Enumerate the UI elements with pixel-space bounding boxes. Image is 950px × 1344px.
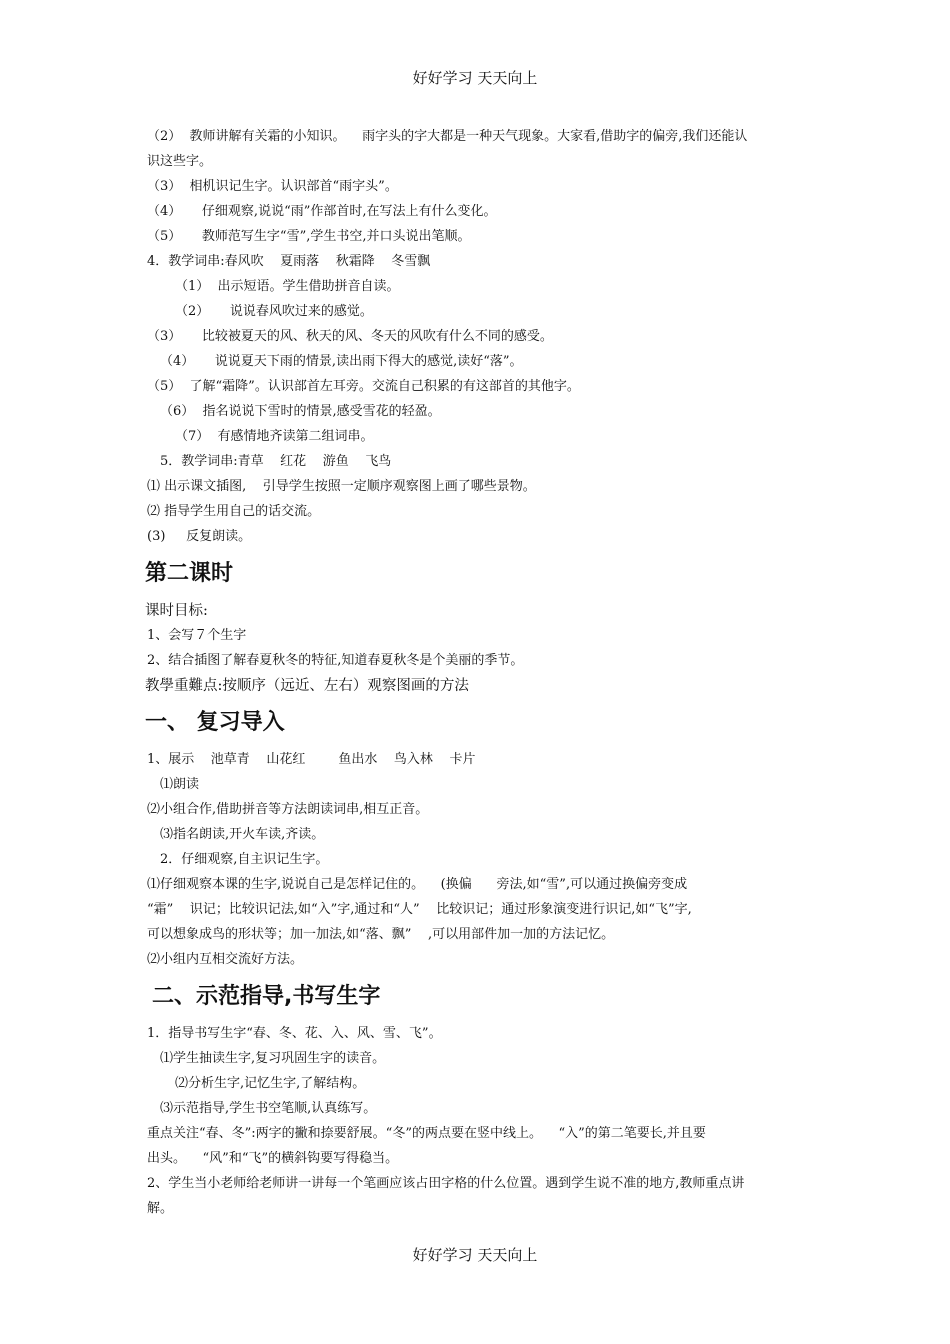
text-line: 4．教学词串:春风吹 夏雨落 秋霜降 冬雪飘 xyxy=(147,254,431,269)
text-line: 课时目标: xyxy=(145,603,208,619)
text-line: ⑴仔细观察本课的生字,说说自己是怎样记住的。 (换偏 旁法,如“雪”,可以通过换偏旁变成 xyxy=(147,877,688,892)
text-line: ⑵分析生字,记忆生字,了解结构。 xyxy=(175,1076,366,1091)
section-heading: 二、示范指导,书写生字 xyxy=(152,984,381,1009)
text-line: 1．指导书写生字“春、冬、花、入、风、雪、飞”。 xyxy=(147,1026,442,1041)
text-line: 识这些字。 xyxy=(147,154,213,169)
text-line: （7） 有感情地齐读第二组词串。 xyxy=(175,429,374,444)
text-line: （6） 指名说说下雪时的情景,感受雪花的轻盈。 xyxy=(160,404,441,419)
text-line: 5．教学词串:青草 红花 游鱼 飞鸟 xyxy=(160,454,392,469)
text-line: 重点关注“春、冬”:两字的撇和捺要舒展。“冬”的两点要在竖中线上。 “入”的第二笔要长,并且要 xyxy=(147,1126,706,1141)
text-line: （5） 教师范写生字“雪”,学生书空,并口头说出笔顺。 xyxy=(147,229,471,244)
text-line: 2、学生当小老师给老师讲一讲每一个笔画应该占田字格的什么位置。遇到学生说不准的地方,教师重点讲 xyxy=(147,1176,745,1191)
text-line: （1） 出示短语。学生借助拼音自读。 xyxy=(175,279,400,294)
text-line: ⑴朗读 xyxy=(160,777,200,792)
text-line: （3） 比较被夏天的风、秋天的风、冬天的风吹有什么不同的感受。 xyxy=(147,329,553,344)
text-line: ⑴学生抽读生字,复习巩固生字的读音。 xyxy=(160,1051,386,1066)
text-line: （2） 说说春风吹过来的感觉。 xyxy=(175,304,373,319)
text-line: “霜” 识记；比较识记法,如“入”字,通过和“人” 比较识记；通过形象演变进行识记,如“飞”字, xyxy=(147,902,692,917)
text-line: 2、结合插图了解春夏秋冬的特征,知道春夏秋冬是个美丽的季节。 xyxy=(147,653,524,668)
section-heading: 第二课时 xyxy=(145,561,234,586)
text-line: 出头。 “风”和“飞”的横斜钩要写得稳当。 xyxy=(147,1151,399,1166)
text-line: ⑵小组内互相交流好方法。 xyxy=(147,952,304,967)
text-line: ⑵小组合作,借助拼音等方法朗读词串,相互正音。 xyxy=(147,802,429,817)
text-line: 1、会写７个生字 xyxy=(147,628,247,643)
text-line: （3） 相机识记生字。认识部首“雨字头”。 xyxy=(147,179,398,194)
text-line: （4） 说说夏天下雨的情景,读出雨下得大的感觉,读好“落”。 xyxy=(160,354,523,369)
text-line: (3) 反复朗读。 xyxy=(147,529,252,544)
text-line: 2．仔细观察,自主识记生字。 xyxy=(160,852,329,867)
text-line: ⑴ 出示课文插图, 引导学生按照一定顺序观察图上画了哪些景物。 xyxy=(147,479,536,494)
page-header: 好好学习 天天向上 xyxy=(412,69,538,87)
text-line: 可以想象成鸟的形状等；加一加法,如“落、飘” ,可以用部件加一加的方法记忆。 xyxy=(147,927,615,942)
text-line: ⑶指名朗读,开火车读,齐读。 xyxy=(160,827,325,842)
text-line: （5） 了解“霜降”。认识部首左耳旁。交流自己积累的有这部首的其他字。 xyxy=(147,379,580,394)
text-line: 教學重難点:按顺序（远近、左右）观察图画的方法 xyxy=(145,678,469,694)
text-line: ⑵ 指导学生用自己的话交流。 xyxy=(147,504,321,519)
page-footer: 好好学习 天天向上 xyxy=(412,1246,538,1264)
text-line: 1、展示 池草青 山花红 鱼出水 鸟入林 卡片 xyxy=(147,752,476,767)
text-line: （4） 仔细观察,说说“雨”作部首时,在写法上有什么变化。 xyxy=(147,204,497,219)
section-heading: 一、 复习导入 xyxy=(145,710,285,735)
text-line: （2） 教师讲解有关霜的小知识。 雨字头的字大都是一种天气现象。大家看,借助字的偏旁,我们还能认 xyxy=(147,129,748,144)
text-line: 解。 xyxy=(147,1201,174,1216)
text-line: ⑶示范指导,学生书空笔顺,认真练写。 xyxy=(160,1101,377,1116)
